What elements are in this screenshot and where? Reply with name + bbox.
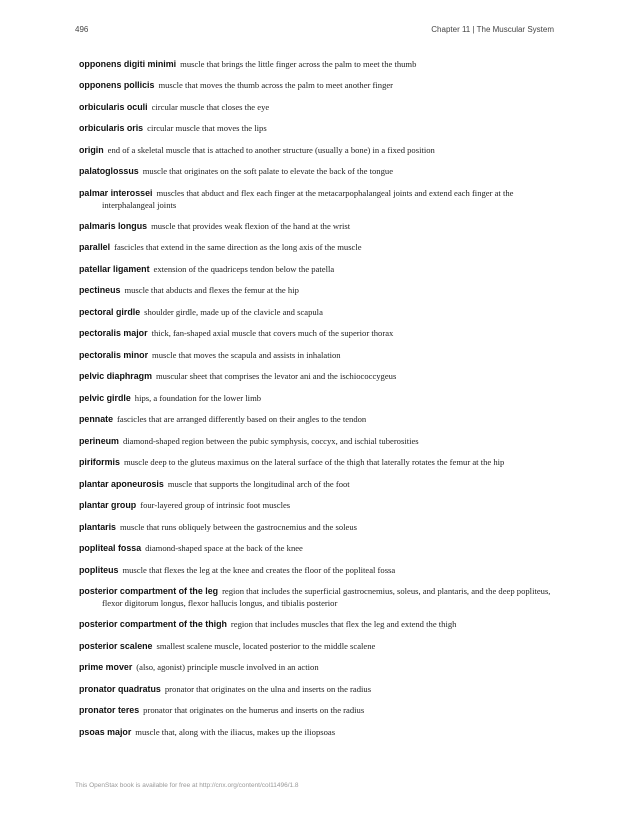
glossary-entry bbox=[79, 543, 552, 555]
glossary-entry bbox=[79, 328, 552, 340]
glossary-entry bbox=[79, 705, 552, 717]
glossary-entry bbox=[79, 264, 552, 276]
glossary-term: pectoralis minor bbox=[79, 349, 149, 360]
glossary-entry bbox=[79, 619, 552, 631]
glossary-definition: shoulder girdle, made up of the clavicle and scapula bbox=[144, 306, 323, 317]
glossary-entry bbox=[79, 371, 552, 383]
glossary-entry bbox=[79, 641, 552, 653]
glossary-definition: muscle that originates on the soft palate to elevate the back of the tongue bbox=[142, 166, 394, 177]
glossary-entry bbox=[79, 350, 552, 362]
glossary-entry bbox=[79, 393, 552, 405]
glossary-definition: extension of the quadriceps tendon below the patella bbox=[153, 263, 335, 274]
glossary-entry bbox=[79, 166, 552, 178]
glossary-term: palatoglossus bbox=[79, 166, 139, 177]
glossary-entry bbox=[79, 221, 552, 233]
glossary-entry bbox=[79, 500, 552, 512]
glossary-term: pelvic diaphragm bbox=[79, 371, 152, 382]
glossary-term: posterior scalene bbox=[79, 640, 153, 651]
glossary-entry bbox=[79, 285, 552, 297]
glossary-term: perineum bbox=[79, 435, 119, 446]
glossary-entry bbox=[79, 436, 552, 448]
glossary-entry bbox=[79, 586, 552, 609]
glossary-definition: fascicles that extend in the same direction as the long axis of the muscle bbox=[114, 242, 362, 253]
glossary-definition: circular muscle that moves the lips bbox=[147, 123, 267, 134]
glossary-entry bbox=[79, 684, 552, 696]
glossary-term: posterior compartment of the thigh bbox=[79, 619, 227, 630]
glossary-entry bbox=[79, 59, 552, 71]
glossary-term: pelvic girdle bbox=[79, 392, 131, 403]
glossary-entry bbox=[79, 565, 552, 577]
glossary-entry bbox=[79, 662, 552, 674]
glossary-term: psoas major bbox=[79, 726, 132, 737]
glossary-term: plantar aponeurosis bbox=[79, 478, 164, 489]
glossary-definition: muscle that, along with the iliacus, makes up the iliopsoas bbox=[135, 726, 336, 737]
glossary-term: pennate bbox=[79, 414, 114, 425]
glossary-definition: muscle that moves the thumb across the palm to meet another finger bbox=[158, 80, 394, 91]
glossary-term: prime mover bbox=[79, 662, 133, 673]
glossary-definition: thick, fan-shaped axial muscle that covers much of the superior thorax bbox=[151, 328, 394, 339]
glossary-term: piriformis bbox=[79, 457, 120, 468]
glossary-term: orbicularis oris bbox=[79, 123, 144, 134]
glossary-list bbox=[79, 59, 552, 748]
glossary-definition: muscular sheet that comprises the levator ani and the ischiococcygeus bbox=[156, 371, 397, 382]
glossary-entry bbox=[79, 522, 552, 534]
glossary-definition: muscles that abduct and flex each finger at the metacarpophalangeal joints and extend each finger at the interphalangeal joints bbox=[102, 187, 514, 210]
glossary-term: opponens pollicis bbox=[79, 80, 155, 91]
glossary-entry bbox=[79, 727, 552, 739]
glossary-term: orbicularis oculi bbox=[79, 101, 148, 112]
glossary-definition: four-layered group of intrinsic foot muscles bbox=[140, 500, 291, 511]
glossary-term: patellar ligament bbox=[79, 263, 150, 274]
glossary-term: plantaris bbox=[79, 521, 116, 532]
glossary-definition: circular muscle that closes the eye bbox=[151, 101, 270, 112]
glossary-definition: region that includes the superficial gastrocnemius, soleus, and plantaris, and the deep popliteus, flexor digitorum longus, flexor hallucis longus, and tibialis posterior bbox=[102, 586, 551, 608]
glossary-entry bbox=[79, 307, 552, 319]
glossary-term: palmaris longus bbox=[79, 220, 148, 231]
glossary-definition: hips, a foundation for the lower limb bbox=[134, 392, 262, 403]
glossary-definition: muscle deep to the gluteus maximus on the lateral surface of the thigh that laterally rotates the femur at the hip bbox=[123, 457, 505, 468]
chapter-title: Chapter 11 | The Muscular System bbox=[431, 25, 554, 34]
glossary-definition: pronator that originates on the ulna and inserts on the radius bbox=[164, 683, 372, 694]
glossary-entry bbox=[79, 188, 552, 211]
glossary-entry bbox=[79, 80, 552, 92]
glossary-definition: muscle that runs obliquely between the gastrocnemius and the soleus bbox=[120, 521, 357, 532]
glossary-definition: muscle that abducts and flexes the femur at the hip bbox=[124, 285, 299, 296]
glossary-definition: fascicles that are arranged differently based on their angles to the tendon bbox=[117, 414, 367, 425]
glossary-term: pronator quadratus bbox=[79, 683, 161, 694]
glossary-definition: diamond-shaped space at the back of the knee bbox=[145, 543, 303, 554]
glossary-term: pectineus bbox=[79, 285, 121, 296]
footer-note: This OpenStax book is available for free at http://cnx.org/content/col11496/1.8 bbox=[75, 782, 299, 789]
glossary-entry bbox=[79, 479, 552, 491]
glossary-term: posterior compartment of the leg bbox=[79, 586, 219, 597]
glossary-definition: muscle that brings the little finger across the palm to meet the thumb bbox=[180, 59, 417, 69]
glossary-definition: pronator that originates on the humerus and inserts on the radius bbox=[143, 705, 365, 716]
glossary-definition: muscle that moves the scapula and assists in inhalation bbox=[152, 349, 341, 360]
glossary-definition: muscle that provides weak flexion of the hand at the wrist bbox=[151, 220, 351, 231]
glossary-entry bbox=[79, 123, 552, 135]
glossary-definition: region that includes muscles that flex the leg and extend the thigh bbox=[230, 619, 457, 630]
glossary-term: plantar group bbox=[79, 500, 137, 511]
glossary-definition: muscle that flexes the leg at the knee and creates the floor of the popliteal fossa bbox=[122, 564, 396, 575]
glossary-term: pectoralis major bbox=[79, 328, 148, 339]
glossary-entry bbox=[79, 242, 552, 254]
glossary-entry bbox=[79, 102, 552, 114]
glossary-definition: diamond-shaped region between the pubic symphysis, coccyx, and ischial tuberosities bbox=[122, 435, 419, 446]
glossary-definition: smallest scalene muscle, located posterior to the middle scalene bbox=[156, 640, 376, 651]
glossary-term: pronator teres bbox=[79, 705, 140, 716]
glossary-definition: end of a skeletal muscle that is attached to another structure (usually a bone) in a fixed position bbox=[107, 144, 435, 155]
page-number: 496 bbox=[75, 25, 89, 34]
glossary-entry bbox=[79, 145, 552, 157]
glossary-term: origin bbox=[79, 144, 104, 155]
glossary-definition: muscle that supports the longitudinal arch of the foot bbox=[167, 478, 350, 489]
glossary-term: pectoral girdle bbox=[79, 306, 141, 317]
glossary-term: palmar interossei bbox=[79, 187, 153, 198]
glossary-term: popliteal fossa bbox=[79, 543, 142, 554]
glossary-term: opponens digiti minimi bbox=[79, 59, 177, 69]
glossary-entry bbox=[79, 457, 552, 469]
glossary-entry bbox=[79, 414, 552, 426]
glossary-term: parallel bbox=[79, 242, 111, 253]
glossary-definition: (also, agonist) principle muscle involved in an action bbox=[136, 662, 319, 673]
glossary-term: popliteus bbox=[79, 564, 119, 575]
